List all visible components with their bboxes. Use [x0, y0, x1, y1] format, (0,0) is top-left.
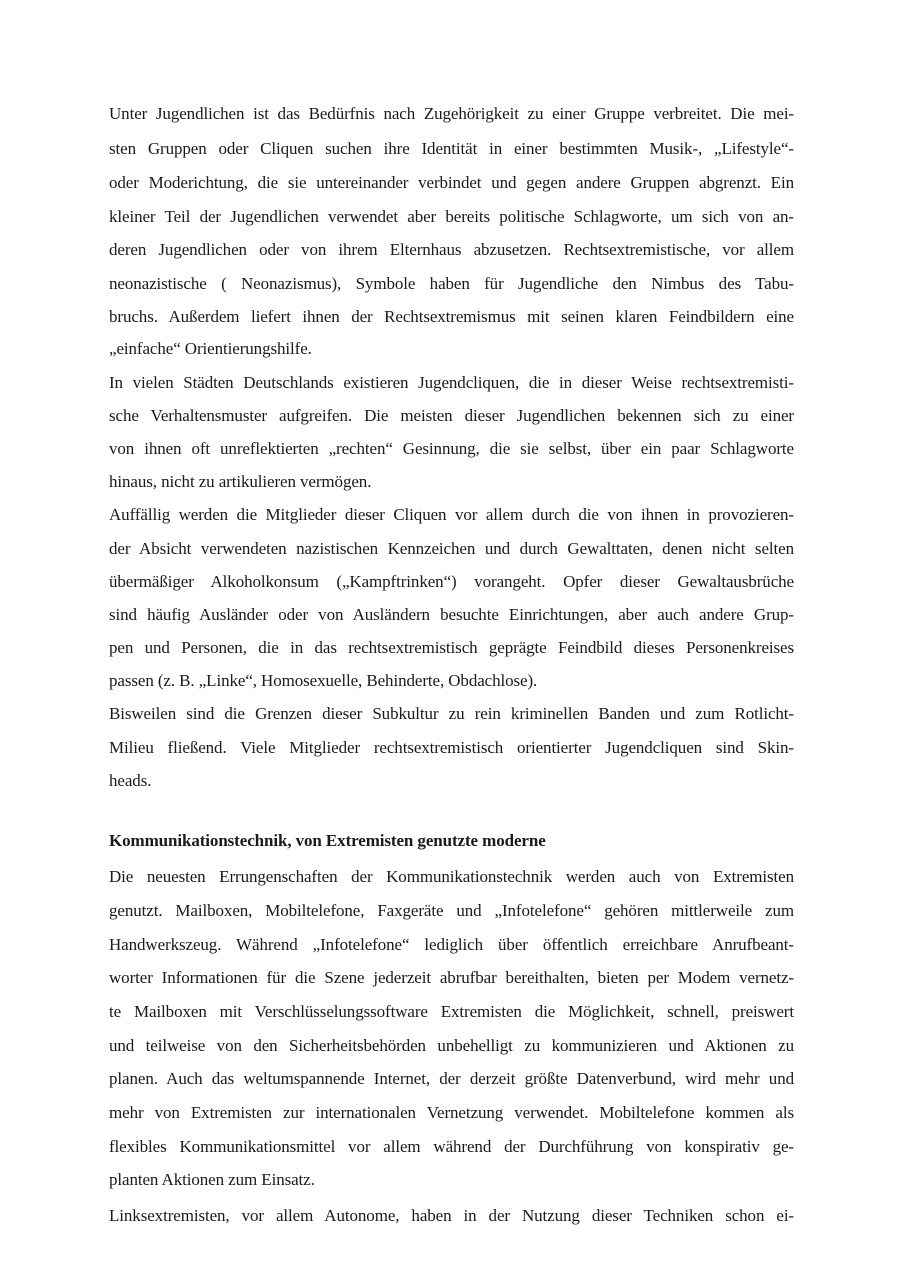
text-line: te Mailboxen mit Verschlüsselungssoftware Extremisten die Möglichkeit, schnell, preiswert: [109, 1002, 794, 1021]
text-line: hinaus, nicht zu artikulieren vermögen.: [109, 472, 372, 491]
text-line: sind häufig Ausländer oder von Ausländern besuchte Einrichtungen, aber auch andere Grup-: [109, 605, 794, 624]
text-line: übermäßiger Alkoholkonsum („Kampftrinken“) vorangeht. Opfer dieser Gewaltausbrüche: [109, 572, 794, 591]
text-line: Unter Jugendlichen ist das Bedürfnis nach Zugehörigkeit zu einer Gruppe verbreitet. Die mei-: [109, 104, 794, 123]
text-line: planten Aktionen zum Einsatz.: [109, 1170, 315, 1189]
text-line: und teilweise von den Sicherheitsbehörden unbehelligt zu kommunizieren und Aktionen zu: [109, 1036, 794, 1055]
text-line: heads.: [109, 771, 152, 790]
text-line: der Absicht verwendeten nazistischen Kennzeichen und durch Gewalttaten, denen nicht selten: [109, 539, 794, 558]
text-line: kleiner Teil der Jugendlichen verwendet aber bereits politische Schlagworte, um sich von an-: [109, 207, 794, 226]
text-line: sten Gruppen oder Cliquen suchen ihre Identität in einer bestimmten Musik-, „Lifestyle“-: [109, 139, 794, 158]
text-line: Die neuesten Errungenschaften der Kommunikationstechnik werden auch von Extremisten: [109, 867, 794, 886]
text-line: Auffällig werden die Mitglieder dieser Cliquen vor allem durch die von ihnen in provozieren-: [109, 505, 794, 524]
text-line: bruchs. Außerdem liefert ihnen der Rechtsextremismus mit seinen klaren Feindbildern eine: [109, 307, 794, 326]
text-line: neonazistische ( Neonazismus), Symbole haben für Jugendliche den Nimbus des Tabu-: [109, 274, 794, 293]
text-line: Milieu fließend. Viele Mitglieder rechtsextremistisch orientierter Jugendcliquen sind Skin-: [109, 738, 794, 757]
text-line: deren Jugendlichen oder von ihrem Elternhaus abzusetzen. Rechtsextremistische, vor allem: [109, 240, 794, 259]
text-line: Bisweilen sind die Grenzen dieser Subkultur zu rein kriminellen Banden und zum Rotlicht-: [109, 704, 794, 723]
text-line: worter Informationen für die Szene jederzeit abrufbar bereithalten, bieten per Modem vernetz-: [109, 968, 794, 987]
text-line: flexibles Kommunikationsmittel vor allem während der Durchführung von konspirativ ge-: [109, 1137, 794, 1156]
section-heading: Kommunikationstechnik, von Extremisten genutzte moderne: [109, 831, 546, 850]
text-line: sche Verhaltensmuster aufgreifen. Die meisten dieser Jugendlichen bekennen sich zu einer: [109, 406, 794, 425]
text-line: genutzt. Mailboxen, Mobiltelefone, Faxgeräte und „Infotelefone“ gehören mittlerweile zum: [109, 901, 794, 920]
text-line: In vielen Städten Deutschlands existieren Jugendcliquen, die in dieser Weise rechtsextremisti-: [109, 373, 794, 392]
text-line: oder Moderichtung, die sie untereinander verbindet und gegen andere Gruppen abgrenzt. Ein: [109, 173, 794, 192]
text-line: pen und Personen, die in das rechtsextremistisch geprägte Feindbild dieses Personenkreises: [109, 638, 794, 657]
text-line: Handwerkszeug. Während „Infotelefone“ lediglich über öffentlich erreichbare Anrufbeant-: [109, 935, 794, 954]
text-line: passen (z. B. „Linke“, Homosexuelle, Behinderte, Obdachlose).: [109, 671, 538, 690]
text-line: planen. Auch das weltumspannende Internet, der derzeit größte Datenverbund, wird mehr und: [109, 1069, 794, 1088]
text-line: Linksextremisten, vor allem Autonome, haben in der Nutzung dieser Techniken schon ei-: [109, 1206, 794, 1225]
text-line: von ihnen oft unreflektierten „rechten“ Gesinnung, die sie selbst, über ein paar Schlagworte: [109, 439, 794, 458]
text-line: „einfache“ Orientierungshilfe.: [109, 339, 312, 358]
text-line: mehr von Extremisten zur internationalen Vernetzung verwendet. Mobiltelefone kommen als: [109, 1103, 794, 1122]
